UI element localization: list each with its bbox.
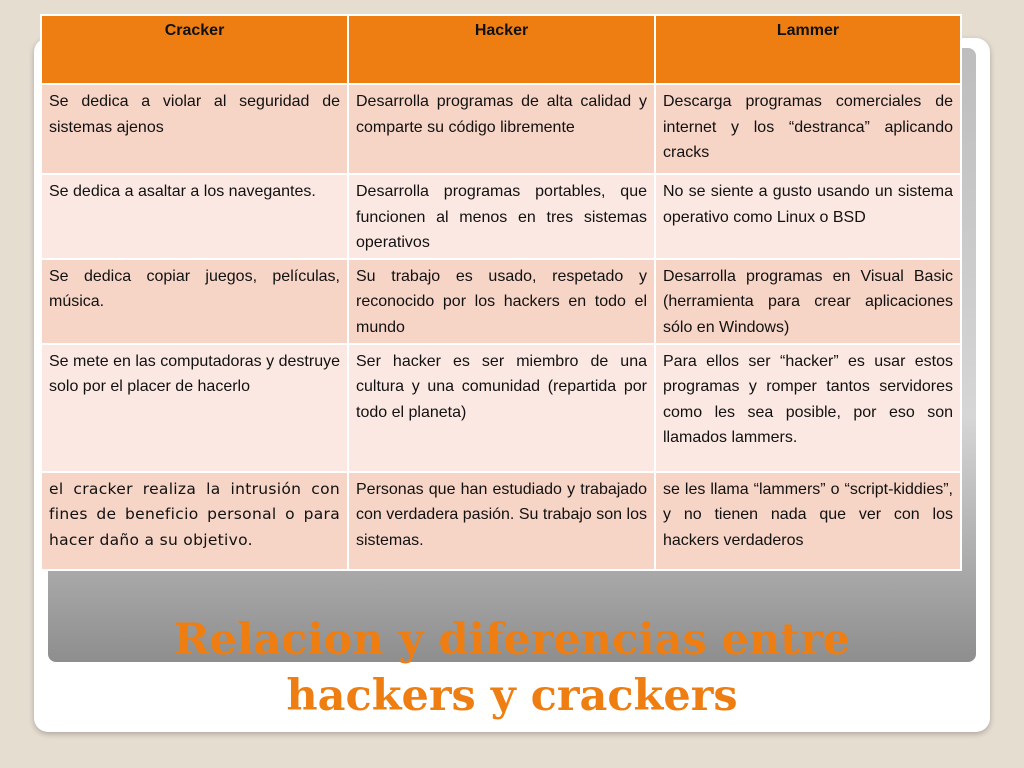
cell-lammer: se les llama “lammers” o “script-kiddies”, y no tienen nada que ver con los hackers verdaderos: [655, 472, 961, 570]
cell-lammer: No se siente a gusto usando un sistema operativo como Linux o BSD: [655, 174, 961, 259]
table-row: [41, 472, 961, 570]
cell-hacker: Personas que han estudiado y trabajado con verdadera pasión. Su trabajo son los sistemas.: [348, 472, 655, 570]
comparison-table-wrap: [40, 14, 960, 558]
comparison-table: [40, 14, 962, 571]
header-lammer: Lammer: [655, 15, 961, 84]
table-row: [41, 259, 961, 344]
slide-title-line-1: Relacion y diferencias entre: [173, 615, 851, 665]
cell-cracker: Se dedica a asaltar a los navegantes.: [41, 174, 348, 259]
slide-title-line-2: hackers y crackers: [286, 671, 738, 721]
table-row: [41, 174, 961, 259]
header-hacker: Hacker: [348, 15, 655, 84]
table-row: [41, 344, 961, 472]
header-row: [41, 15, 961, 84]
header-cracker: Cracker: [41, 15, 348, 84]
cell-hacker: Desarrolla programas portables, que funcionen al menos en tres sistemas operativos: [348, 174, 655, 259]
table-row: [41, 84, 961, 174]
cell-lammer: Desarrolla programas en Visual Basic (herramienta para crear aplicaciones sólo en Windows): [655, 259, 961, 344]
slide-title: [34, 612, 990, 724]
cell-lammer: Para ellos ser “hacker” es usar estos programas y romper tantos servidores como les sea posible, por eso son llamados lammers.: [655, 344, 961, 472]
cell-hacker: Desarrolla programas de alta calidad y comparte su código libremente: [348, 84, 655, 174]
cell-hacker: Su trabajo es usado, respetado y reconocido por los hackers en todo el mundo: [348, 259, 655, 344]
cell-cracker: Se mete en las computadoras y destruye solo por el placer de hacerlo: [41, 344, 348, 472]
cell-lammer: Descarga programas comerciales de internet y los “destranca” aplicando cracks: [655, 84, 961, 174]
cell-cracker: Se dedica a violar al seguridad de sistemas ajenos: [41, 84, 348, 174]
cell-hacker: Ser hacker es ser miembro de una cultura y una comunidad (repartida por todo el planeta): [348, 344, 655, 472]
cell-cracker: el cracker realiza la intrusión con fines de beneficio personal o para hacer daño a su objetivo.: [41, 472, 348, 570]
cell-cracker: Se dedica copiar juegos, películas, música.: [41, 259, 348, 344]
